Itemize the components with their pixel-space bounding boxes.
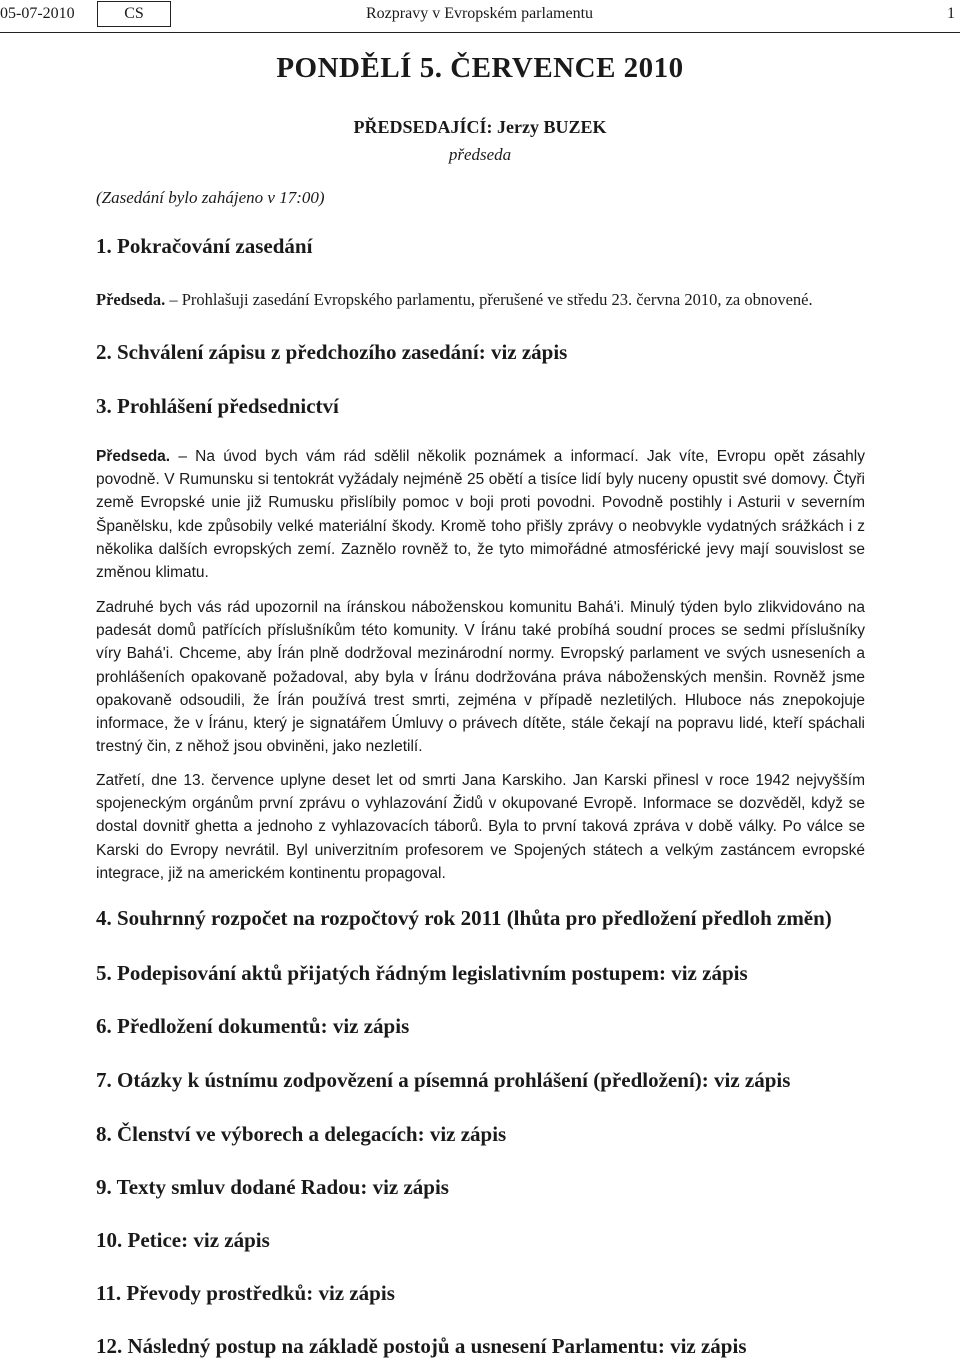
section-heading-11: 11. Převody prostředků: viz zápis — [96, 1281, 395, 1305]
paragraph-karski: Zatřetí, dne 13. července uplyne deset let od smrti Jana Karskiho. Jan Karski přinesl v roce 1942 nejvyšším spojeneckým orgánům první zprávu o vyhlazování Židů v okupované Evropě. Informace se dozvěděl, když se dostal dovnitř ghetta a jednoho z vyhlazovacích táborů. Byla to první taková zpráva v době války. Po válce se Karski do Evropy nevrátil. Byl univerzitním profesorem ve Spojených státech a velkým zastáncem evropské integrace, již na americkém kontinentu propagoval. — [96, 772, 865, 882]
section-heading-1: 1. Pokračování zasedání — [96, 234, 313, 258]
section-heading-9: 9. Texty smluv dodané Radou: viz zápis — [96, 1175, 449, 1199]
paragraph-text: – Na úvod bych vám rád sdělil několik poznámek a informací. Jak víte, Evropu opět zásahly povodně. V Rumunsku si tentokrát vyžádaly nejméně 25 obětí a tisíce lidí byly nuceny opustit své domovy. Čtyři země Evropské unie již Rumusku přislíbily pomoc v boji proti povodni. Povodně postihly i Asturii v severním Španělsku, kde způsobily velké materiální škody. Kromě toho přišly zprávy o neobvykle vydatných srážkách i z několika dalších evropských zemí. Zaznělo rovněž to, že tyto mimořádné atmosférické jevy mají souvislost se změnou klimatu. — [96, 448, 865, 582]
paragraph-text: – Prohlašuji zasedání Evropského parlamentu, přerušené ve středu 23. června 2010, za obnovené. — [169, 290, 813, 309]
language-code-box: CS — [97, 1, 171, 27]
section-heading-10: 10. Petice: viz zápis — [96, 1228, 270, 1252]
publication-title: Rozpravy v Evropském parlamentu — [366, 5, 594, 22]
section-heading-5: 5. Podepisování aktů přijatých řádným legislativním postupem: viz zápis — [96, 961, 748, 985]
paragraph-resumption — [96, 288, 916, 311]
chair-name: PŘEDSEDAJÍCÍ: Jerzy BUZEK — [353, 117, 607, 137]
section-heading-12: 12. Následný postup na základě postojů a usnesení Parlamentu: viz zápis — [96, 1334, 747, 1358]
section-heading-7: 7. Otázky k ústnímu zodpovězení a písemná prohlášení (předložení): viz zápis — [96, 1068, 791, 1092]
section-heading-4: 4. Souhrnný rozpočet na rozpočtový rok 2011 (lhůta pro předložení předloh změn) — [96, 906, 832, 930]
paragraph-bahai: Zadruhé bych vás rád upozornil na íránskou náboženskou komunitu Bahá'i. Minulý týden bylo zlikvidováno na padesát domů patřících příslušníkům této komunity. V Íránu také probíhá soudní proces se sedmi příslušníky víry Bahá'i. Chceme, aby Írán plně dodržoval mezinárodní normy. Evropský parlament ve svých usneseních a prohlášeních opakovaně požadoval, aby byla v Íránu dodržována práva náboženských menšin. Rovněž jsme opakovaně odsoudili, že Írán používá trest smrti, zejména v případě nezletilých. Hluboce nás znepokojuje informace, že v Íránu, který je signatářem Úmluvy o právech dítěte, stále čekají na popravu lidé, kteří spáchali trestný čin, z něhož jsou obviněni, jako nezletilí. — [96, 599, 865, 756]
section-heading-8: 8. Členství ve výborech a delegacích: viz zápis — [96, 1122, 507, 1146]
page-header — [0, 0, 960, 28]
section-heading-2: 2. Schválení zápisu z předchozího zasedání: viz zápis — [96, 340, 568, 364]
speaker-label: Předseda. — [96, 448, 171, 465]
speaker-label: Předseda. — [96, 290, 166, 309]
page-number: 1 — [947, 5, 955, 22]
sitting-date-heading: PONDĚLÍ 5. ČERVENCE 2010 — [276, 52, 684, 84]
paragraph-floods — [96, 445, 865, 584]
section-heading-6: 6. Předložení dokumentů: viz zápis — [96, 1014, 410, 1038]
opening-note: (Zasedání bylo zahájeno v 17:00) — [96, 188, 325, 207]
header-divider — [0, 32, 960, 33]
chair-role: předseda — [448, 145, 512, 164]
header-date: 05-07-2010 — [0, 5, 75, 22]
section-heading-3: 3. Prohlášení předsednictví — [96, 394, 339, 418]
